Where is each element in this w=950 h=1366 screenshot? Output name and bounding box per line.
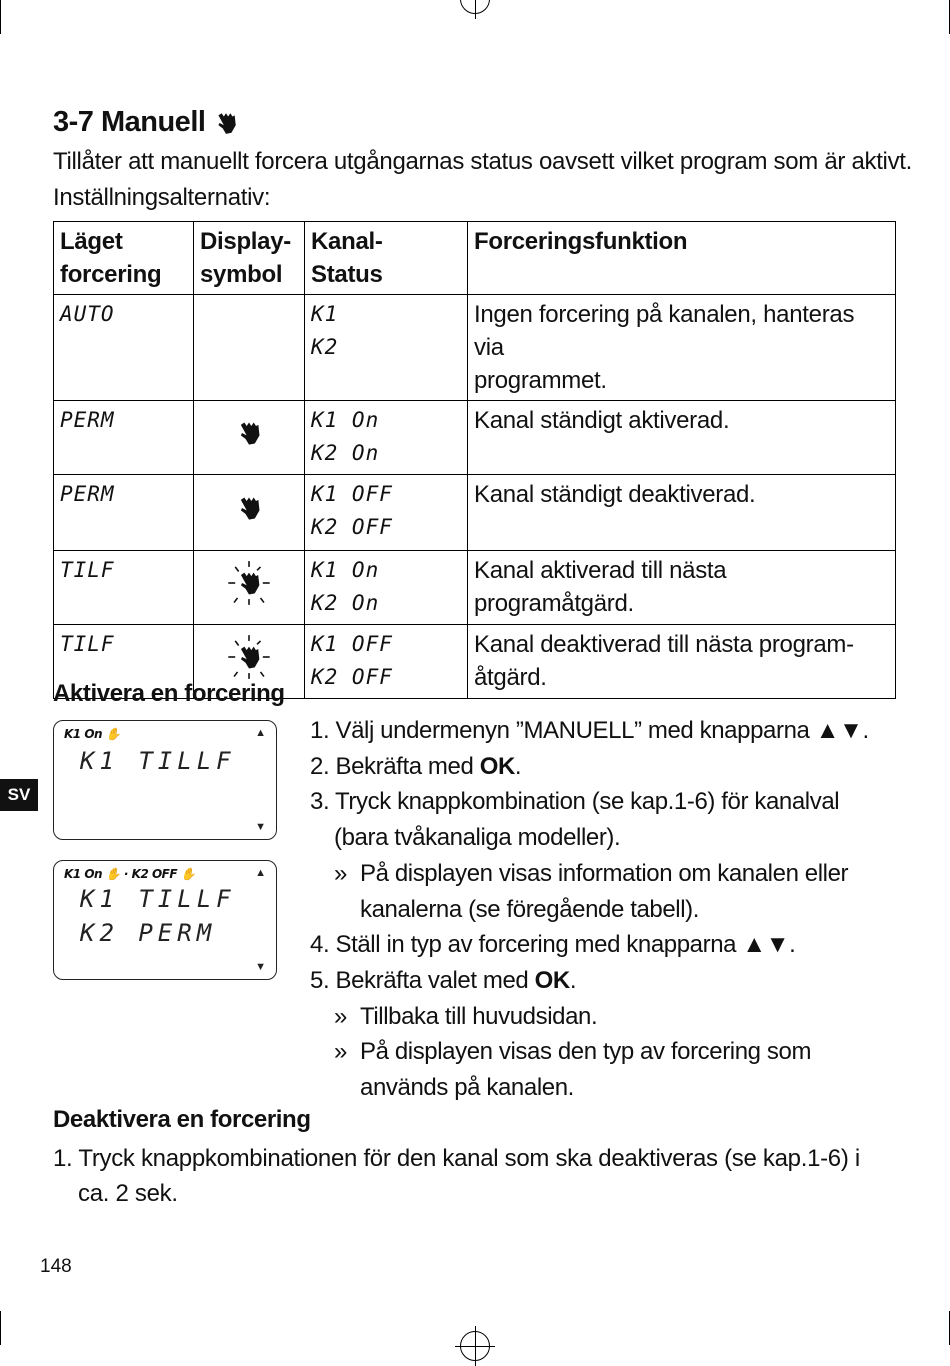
step-4: 4. Ställ in typ av forcering med knapparna ▲▼.	[310, 931, 796, 959]
step-3: 3. Tryck knappkombination (se kap.1-6) för kanalval	[310, 788, 840, 816]
language-tab: SV	[0, 779, 38, 811]
deactivate-step-1-cont: ca. 2 sek.	[78, 1180, 178, 1207]
step-3-sub-cont: kanalerna (se föregående tabell).	[360, 895, 700, 923]
status-cell: K1 On K2 On	[305, 551, 468, 625]
step-1: 1. Välj undermenyn ”MANUELL” med knapparna ▲▼.	[310, 717, 869, 744]
arrow-up-icon: ▲	[255, 867, 266, 879]
hand-icon	[235, 419, 263, 447]
function-cell: Kanal ständigt deaktiverad.	[468, 475, 896, 551]
function-cell: Kanal ständigt aktiverad.	[468, 401, 896, 475]
lcd-display-1	[53, 720, 277, 840]
registration-mark	[460, 0, 490, 14]
symbol-cell	[194, 295, 305, 401]
step-2: 2. Bekräfta med OK.	[310, 752, 522, 780]
mode-cell: TILF	[54, 551, 194, 625]
hand-icon: ✋	[105, 727, 121, 741]
step-3-sub: » På displayen visas information om kanalen eller	[334, 859, 849, 887]
page-number: 148	[40, 1256, 72, 1277]
mode-cell: PERM	[54, 401, 194, 475]
status-cell: K1 OFF K2 OFF	[305, 475, 468, 551]
arrow-down-icon: ▼	[255, 961, 266, 973]
intro-text: Tillåter att manuellt forcera utgångarnas status oavsett vilket program som är aktivt.	[53, 148, 913, 175]
activate-steps	[310, 713, 930, 1106]
status-cell: K1 OFF K2 OFF	[305, 625, 468, 699]
header-function: Forceringsfunktion	[468, 222, 896, 295]
blinking-hand-icon	[226, 560, 272, 606]
lcd-display-2	[53, 860, 277, 980]
hand-icon	[235, 494, 263, 522]
hand-icon: ✋	[105, 867, 121, 881]
step-5-sub-2: » På displayen visas den typ av forcering som	[334, 1038, 812, 1066]
arrow-down-icon: ▼	[255, 821, 266, 833]
hand-icon	[213, 110, 239, 136]
step-5: 5. Bekräfta valet med OK.	[310, 966, 577, 994]
hand-icon: ✋	[180, 867, 196, 881]
table-row	[54, 401, 896, 475]
forcing-table	[53, 221, 896, 699]
mode-cell: AUTO	[54, 295, 194, 401]
header-status: Kanal- Status	[305, 222, 468, 295]
table-header-row	[54, 222, 896, 295]
deactivate-step-1: 1. Tryck knappkombinationen för den kanal som ska deaktiveras (se kap.1-6) i	[53, 1145, 860, 1172]
function-cell: Kanal aktiverad till nästa programåtgärd.	[468, 551, 896, 625]
registration-mark	[460, 1331, 490, 1361]
lcd-line-1: K1 TILLF	[80, 747, 236, 775]
crop-mark	[0, 0, 1, 34]
mode-cell: TILF	[54, 625, 194, 699]
lcd-line-1: K1 TILLF	[80, 885, 236, 913]
function-cell: Ingen forcering på kanalen, hanteras via programmet.	[468, 295, 896, 401]
symbol-cell	[194, 475, 305, 551]
header-mode: Läget forcering	[54, 222, 194, 295]
symbol-cell	[194, 401, 305, 475]
arrow-up-icon: ▲	[255, 727, 266, 739]
status-cell: K1 On K2 On	[305, 401, 468, 475]
up-down-arrows-icon: ▲▼	[742, 931, 790, 959]
lcd-line-2: K2 PERM	[80, 919, 217, 947]
header-symbol: Display- symbol	[194, 222, 305, 295]
step-3-cont: (bara tvåkanaliga modeller).	[334, 824, 621, 852]
page-title: 3-7 Manuell	[53, 106, 239, 139]
step-5-sub-2-cont: används på kanalen.	[360, 1074, 574, 1102]
symbol-cell	[194, 551, 305, 625]
function-cell: Kanal deaktiverad till nästa program- åtgärd.	[468, 625, 896, 699]
table-row	[54, 551, 896, 625]
up-down-arrows-icon: ▲▼	[815, 717, 863, 744]
crop-mark	[0, 1311, 1, 1345]
table-row	[54, 295, 896, 401]
activate-heading: Aktivera en forcering	[53, 680, 285, 707]
mode-cell: PERM	[54, 475, 194, 551]
lcd-status-line: K1 On ✋ · K2 OFF ✋	[64, 867, 196, 881]
options-label: Inställningsalternativ:	[53, 184, 271, 211]
deactivate-heading: Deaktivera en forcering	[53, 1106, 311, 1133]
lcd-status-line: K1 On ✋	[64, 727, 121, 741]
status-cell: K1 K2	[305, 295, 468, 401]
table-row	[54, 475, 896, 551]
step-5-sub-1: » Tillbaka till huvudsidan.	[334, 1002, 598, 1030]
blinking-hand-icon	[226, 634, 272, 680]
